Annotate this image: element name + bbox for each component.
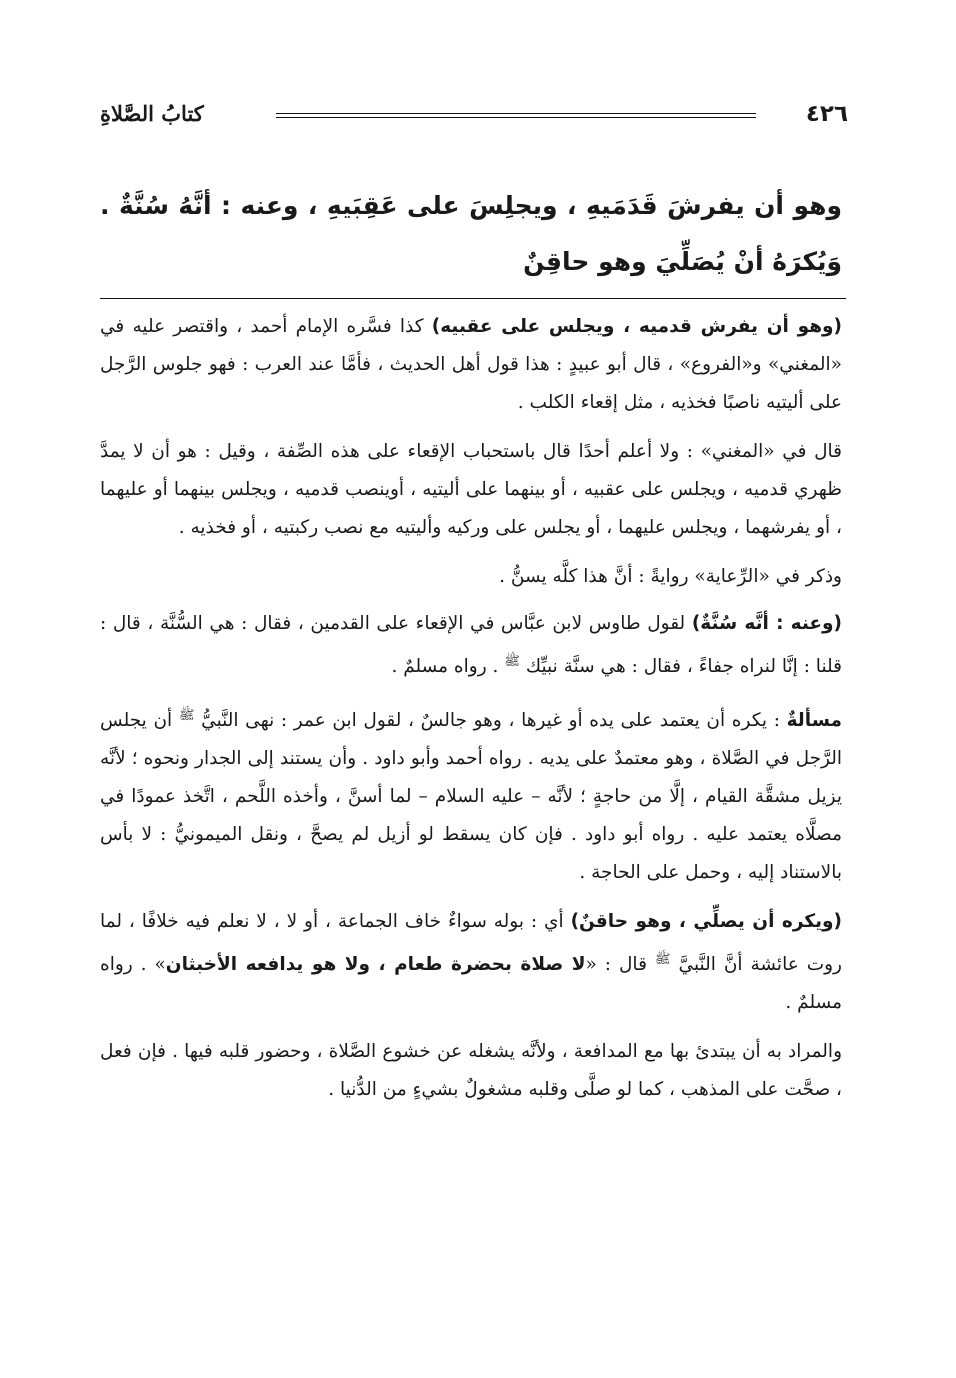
paragraph-text: كذا فسَّره الإمام أحمد ، واقتصر عليه في «المغني» و«الفروع» ، قال أبو عبيدٍ : هذا قول أهل الحديث ، فأمَّا عند العرب : فهو جلوس الرَّجل على أليتيه ناصبًا فخذيه ، مثل إقعاء الكلب . [100, 316, 842, 413]
paragraph-5 [100, 697, 842, 892]
quoted-matn: (وهو أن يفرش قدميه ، ويجلس على عقبيه) [431, 316, 842, 337]
matn-text: وهو أن يفرشَ قَدَمَيهِ ، ويجلِسَ على عَقِبَيهِ ، وعنه : أنَّهُ سُنَّةٌ . وَيُكرَهُ أنْ يُصَلِّيَ وهو حاقِنٌ [100, 191, 842, 276]
paragraph-text: : يكره أن يعتمد على يده أو غيرها ، وهو جالسٌ ، لقول ابن عمر : نهى النَّبيُّ [194, 710, 787, 732]
paragraph-text: » . رواه مسلمٌ . [100, 954, 842, 1014]
page-number: ٤٢٦ [805, 101, 848, 127]
salla-ligature: ﷺ [504, 654, 520, 669]
paragraph-text: والمراد به أن يبتدئ بها مع المدافعة ، ولأنَّه يشغله عن خشوع الصَّلاة ، وحضور قلبه فيها . فإن فعل ، صحَّت على المذهب ، كما لو صلَّى وقلبه مشغولٌ بشيءٍ من الدُّنيا . [100, 1041, 842, 1101]
paragraph-1 [100, 308, 842, 422]
commentary [100, 308, 842, 1120]
paragraph-6 [100, 903, 842, 1022]
paragraph-2 [100, 433, 842, 547]
paragraph-text: . رواه مسلمٌ . [391, 656, 505, 678]
hadith-text: لا صلاة بحضرة طعام ، ولا هو يدافعه الأخبثان [165, 954, 586, 976]
paragraph-text: قال في «المغني» : ولا أعلم أحدًا قال باستحباب الإقعاء على هذه الصِّفة ، وقيل : هو أن لا يمدَّ ظهري قدميه ، ويجلس على عقبيه ، أو بينهما على أليتيه ، أوينصب قدميه ، ويجلس بينهما أو عليهما ، أو يفرشهما ، ويجلس عليهما ، أو يجلس على وركيه وأليتيه مع نصب ركبتيه ، أو فخذيه . [100, 441, 842, 538]
paragraph-text: قال : « [585, 954, 655, 976]
paragraph-7 [100, 1033, 842, 1109]
running-title: كتابُ الصَّلاةِ [100, 101, 204, 126]
salla-ligature: ﷺ [654, 952, 671, 968]
paragraph-text: وذكر في «الرِّعاية» روايةً : أنَّ هذا كلَّه يسنُّ . [499, 566, 842, 587]
header-rule [276, 113, 756, 114]
paragraph-text: أي : بوله سواءٌ خاف الجماعة ، أو لا ، لا نعلم فيه خلافًا ، لما روت عائشة أنَّ النَّبيَّ [100, 911, 842, 976]
paragraph-4 [100, 605, 842, 686]
matn-divider [100, 298, 846, 299]
paragraph-3 [100, 558, 842, 596]
paragraph-text: لقول طاوس لابن عبَّاس في الإقعاء على القدمين ، فقال : هي السُّنَّة ، قال : قلنا : إنَّا لنراه جفاءً ، فقال : هي سنَّة نبيِّك [100, 613, 842, 678]
quoted-matn: (وعنه : أنَّه سُنَّةٌ) [691, 613, 842, 634]
quoted-matn: (ويكره أن يصلِّي ، وهو حاقنٌ) [570, 911, 842, 933]
salla-ligature: ﷺ [178, 708, 195, 724]
page-header [100, 96, 848, 136]
paragraph-text: أن يجلس الرَّجل في الصَّلاة ، وهو معتمدٌ على يديه . رواه أحمد وأبو داود . وأن يستند إلى الجدار ونحوه ؛ لأنَّه يزيل مشقَّة القيام ، إلَّا من حاجةٍ ؛ لأنَّه – عليه السلام – لما أسنَّ ، وأخذه اللَّحم ، اتَّخذ عمودًا في مصلَّاه يعتمد عليه . رواه أبو داود . فإن كان يسقط لو أزيل لم يصحَّ ، ونقل الميمونيُّ : لا بأس بالاستناد إليه ، وحمل على الحاجة . [100, 710, 842, 884]
issue-heading: مسألةٌ [786, 710, 842, 732]
